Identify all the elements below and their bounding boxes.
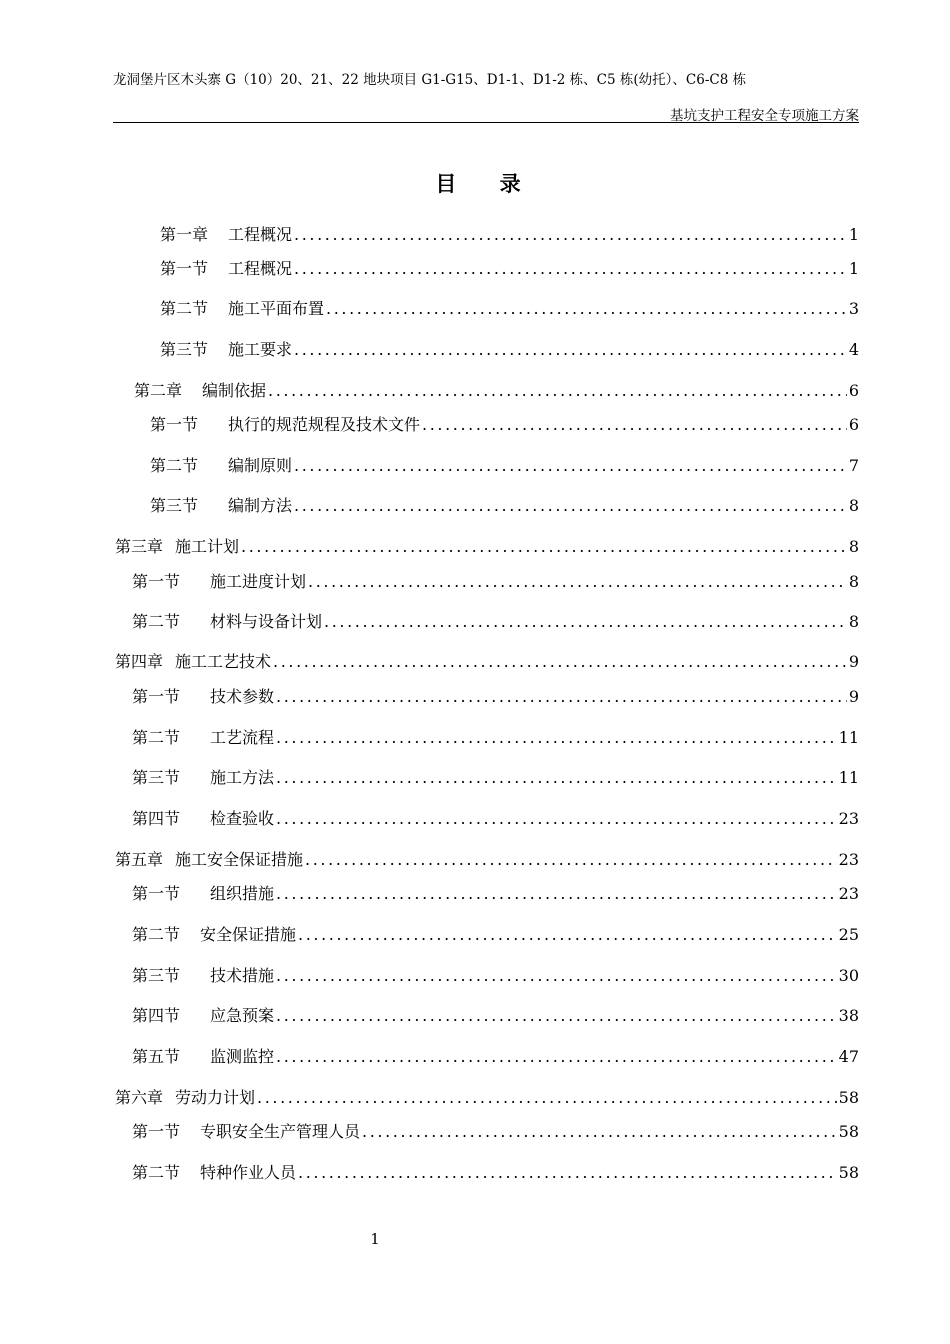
toc-entry-title: 编制依据 (202, 381, 267, 400)
toc-entry-title: 施工要求 (228, 340, 293, 359)
toc-entry-label: 第五章 (115, 850, 164, 869)
toc-entry-title: 施工进度计划 (210, 572, 307, 591)
toc-entry-page: 58 (838, 1163, 859, 1182)
toc-entry[interactable] (132, 1044, 859, 1068)
toc-entry-title: 施工方法 (210, 768, 275, 787)
toc-entry-label: 第二节 (132, 728, 181, 747)
toc-entry-page: 11 (838, 768, 859, 787)
toc-dot-leader (294, 456, 847, 475)
toc-dot-leader (294, 225, 847, 244)
toc-entry[interactable] (132, 684, 859, 708)
toc-entry-label: 第二章 (134, 381, 183, 400)
toc-entry[interactable] (160, 256, 859, 280)
toc-entry-label: 第二节 (132, 612, 181, 631)
toc-dot-leader (276, 809, 837, 828)
header-document-title: 基坑支护工程安全专项施工方案 (670, 108, 859, 124)
toc-entry-page: 30 (838, 966, 859, 985)
toc-entry-page: 58 (838, 1088, 859, 1107)
toc-entry-title: 施工平面布置 (228, 299, 325, 318)
toc-dot-leader (276, 728, 837, 747)
toc-entry-label: 第四节 (132, 1006, 181, 1025)
toc-entry-title: 编制原则 (228, 456, 293, 475)
toc-entry-label: 第一节 (150, 415, 199, 434)
toc-entry-title: 施工计划 (175, 537, 240, 556)
toc-entry-page: 25 (838, 925, 859, 944)
toc-entry[interactable] (132, 765, 859, 789)
toc-entry-page: 8 (848, 537, 859, 556)
toc-dot-leader (276, 884, 837, 903)
toc-entry-label: 第三章 (115, 537, 164, 556)
toc-dot-leader (294, 496, 847, 515)
toc-entry-label: 第三节 (150, 496, 199, 515)
toc-entry[interactable] (132, 1160, 859, 1184)
toc-entry-label: 第一节 (132, 884, 181, 903)
header-project-title: 龙洞堡片区木头寨 G（10）20、21、22 地块项目 G1-G15、D1-1、D1-2 栋、C5 栋(幼托）、C6-C8 栋 (113, 72, 747, 88)
toc-entry-label: 第二节 (150, 456, 199, 475)
toc-entry[interactable] (132, 963, 859, 987)
toc-heading: 目 录 (435, 171, 539, 196)
toc-entry-label: 第二节 (132, 1163, 181, 1182)
toc-entry-title: 工程概况 (228, 259, 293, 278)
toc-entry-label: 第三节 (132, 768, 181, 787)
toc-entry[interactable] (132, 806, 859, 830)
toc-entry-page: 47 (838, 1047, 859, 1066)
toc-entry-title: 工程概况 (228, 225, 293, 244)
toc-entry-label: 第二节 (160, 299, 209, 318)
toc-dot-leader (241, 537, 847, 556)
toc-dot-leader (276, 768, 837, 787)
toc-entry-page: 8 (848, 572, 859, 591)
toc-entry-page: 1 (848, 259, 859, 278)
toc-entry-title: 监测监控 (210, 1047, 275, 1066)
toc-entry-page: 9 (848, 687, 859, 706)
toc-entry-title: 工艺流程 (210, 728, 275, 747)
toc-entry-page: 8 (848, 612, 859, 631)
toc-dot-leader (305, 850, 837, 869)
toc-entry-page: 6 (848, 415, 859, 434)
toc-entry[interactable] (132, 922, 859, 946)
toc-entry-page: 11 (838, 728, 859, 747)
toc-entry-title: 应急预案 (210, 1006, 275, 1025)
toc-entry[interactable] (132, 1119, 859, 1143)
toc-entry[interactable] (132, 881, 859, 905)
toc-entry-title: 执行的规范规程及技术文件 (228, 415, 421, 434)
toc-entry-page: 8 (848, 496, 859, 515)
toc-entry[interactable] (134, 378, 859, 402)
toc-entry-page: 38 (838, 1006, 859, 1025)
toc-entry-title: 安全保证措施 (200, 925, 297, 944)
toc-dot-leader (276, 1047, 837, 1066)
toc-entry-label: 第一节 (132, 687, 181, 706)
toc-entry-title: 专职安全生产管理人员 (200, 1122, 361, 1141)
toc-entry-label: 第三节 (160, 340, 209, 359)
toc-entry[interactable] (115, 847, 859, 871)
toc-dot-leader (422, 415, 847, 434)
toc-entry-page: 23 (838, 850, 859, 869)
toc-entry-title: 技术措施 (210, 966, 275, 985)
toc-dot-leader (276, 966, 837, 985)
toc-entry-label: 第二节 (132, 925, 181, 944)
toc-entry[interactable] (160, 337, 859, 361)
toc-entry-page: 7 (848, 456, 859, 475)
toc-entry-label: 第一章 (160, 225, 209, 244)
toc-entry-title: 施工工艺技术 (175, 652, 272, 671)
toc-entry[interactable] (132, 725, 859, 749)
page-number: 1 (370, 1230, 380, 1248)
toc-entry-label: 第四章 (115, 652, 164, 671)
toc-dot-leader (298, 925, 837, 944)
toc-entry-page: 3 (848, 299, 859, 318)
toc-dot-leader (268, 381, 847, 400)
toc-dot-leader (273, 652, 847, 671)
toc-entry-page: 1 (848, 225, 859, 244)
toc-entry[interactable] (150, 453, 859, 477)
toc-entry-page: 23 (838, 884, 859, 903)
toc-entry-label: 第一节 (132, 1122, 181, 1141)
toc-entry[interactable] (160, 296, 859, 320)
toc-dot-leader (276, 687, 847, 706)
toc-entry-page: 6 (848, 381, 859, 400)
toc-dot-leader (257, 1088, 837, 1107)
toc-entry-title: 编制方法 (228, 496, 293, 515)
toc-entry-title: 施工安全保证措施 (175, 850, 304, 869)
toc-dot-leader (324, 612, 847, 631)
toc-entry-page: 58 (838, 1122, 859, 1141)
toc-entry-title: 材料与设备计划 (210, 612, 323, 631)
toc-entry-title: 检查验收 (210, 809, 275, 828)
toc-entry-page: 9 (848, 652, 859, 671)
toc-entry-page: 4 (848, 340, 859, 359)
toc-entry[interactable] (150, 412, 859, 436)
toc-dot-leader (308, 572, 847, 591)
toc-entry[interactable] (150, 493, 859, 517)
toc-entry-title: 组织措施 (210, 884, 275, 903)
toc-dot-leader (294, 340, 847, 359)
toc-entry-label: 第一节 (160, 259, 209, 278)
toc-entry-title: 特种作业人员 (200, 1163, 297, 1182)
toc-entry-label: 第一节 (132, 572, 181, 591)
toc-entry[interactable] (160, 222, 859, 246)
toc-entry-label: 第四节 (132, 809, 181, 828)
toc-dot-leader (294, 259, 847, 278)
header-divider (113, 122, 859, 123)
toc-entry[interactable] (115, 649, 859, 673)
toc-entry[interactable] (115, 534, 859, 558)
toc-dot-leader (362, 1122, 837, 1141)
toc-entry[interactable] (132, 1003, 859, 1027)
toc-entry[interactable] (115, 1085, 859, 1109)
toc-dot-leader (298, 1163, 837, 1182)
toc-entry-label: 第六章 (115, 1088, 164, 1107)
toc-entry[interactable] (132, 609, 859, 633)
toc-entry-title: 劳动力计划 (175, 1088, 256, 1107)
toc-entry-label: 第三节 (132, 966, 181, 985)
toc-dot-leader (326, 299, 847, 318)
toc-entry-page: 23 (838, 809, 859, 828)
toc-dot-leader (276, 1006, 837, 1025)
toc-entry-title: 技术参数 (210, 687, 275, 706)
toc-entry-label: 第五节 (132, 1047, 181, 1066)
toc-entry[interactable] (132, 569, 859, 593)
